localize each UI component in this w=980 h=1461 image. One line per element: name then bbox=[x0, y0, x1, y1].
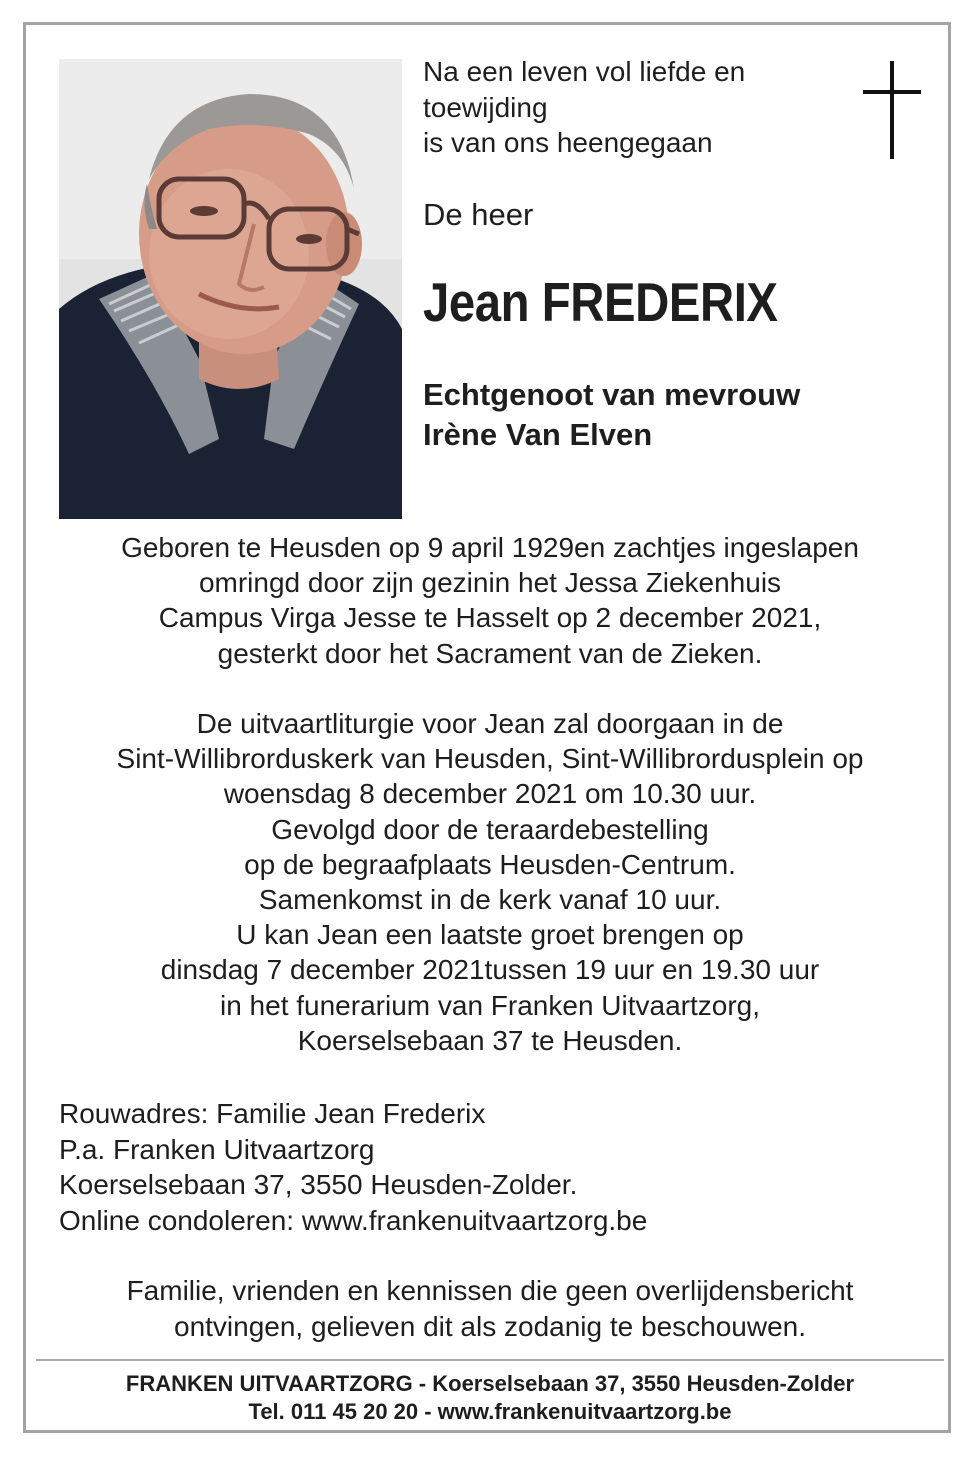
footer-line: Tel. 011 45 20 20 - www.frankenuitvaartzorg.be bbox=[248, 1399, 732, 1424]
deceased-name: Jean FREDERIX bbox=[423, 271, 778, 333]
funeral-line: in het funerarium van Franken Uitvaartzorg, bbox=[219, 989, 761, 1021]
funeral-line: U kan Jean een laatste groet brengen op bbox=[236, 919, 744, 951]
funeral-line: Samenkomst in de kerk vanaf 10 uur. bbox=[258, 884, 722, 916]
footer-divider bbox=[36, 1359, 944, 1361]
footer-line: FRANKEN UITVAARTZORG - Koerselsebaan 37, 3550 Heusden-Zolder bbox=[125, 1371, 855, 1396]
intro-text bbox=[423, 54, 843, 161]
address-line-website: Online condoleren: www.frankenuitvaartzorg.be bbox=[59, 1204, 648, 1236]
funeral-line: op de begraafplaats Heusden-Centrum. bbox=[244, 848, 736, 880]
portrait-photo bbox=[59, 59, 402, 519]
funeral-line: De uitvaartliturgie voor Jean zal doorgaan in de bbox=[196, 708, 784, 739]
birth-line: Geboren te Heusden op 9 april 1929en zachtjes ingeslapen bbox=[121, 532, 859, 563]
address-line: Koerselsebaan 37, 3550 Heusden-Zolder. bbox=[59, 1169, 578, 1200]
intro-line: is van ons heengegaan bbox=[423, 127, 713, 158]
honorific: De heer bbox=[423, 197, 534, 232]
notice-paragraph bbox=[40, 1273, 940, 1345]
funeral-line: Koerselsebaan 37 te Heusden. bbox=[297, 1024, 683, 1056]
funeral-line: Gevolgd door de teraardebestelling bbox=[271, 813, 709, 845]
footer bbox=[36, 1370, 944, 1426]
spouse-line: Irène Van Elven bbox=[423, 417, 653, 452]
birth-line: gesterkt door het Sacrament van de Zieken. bbox=[217, 637, 763, 669]
notice-line: Familie, vrienden en kennissen die geen overlijdensbericht bbox=[126, 1275, 854, 1306]
mourning-address bbox=[59, 1096, 647, 1238]
birth-line: Campus Virga Jesse te Hasselt op 2 december 2021, bbox=[158, 602, 822, 634]
birth-death-paragraph bbox=[40, 530, 940, 671]
funeral-line: woensdag 8 december 2021 om 10.30 uur. bbox=[223, 778, 757, 810]
intro-line: toewijding bbox=[423, 91, 548, 123]
birth-line: omringd door zijn gezinin het Jessa Ziekenhuis bbox=[198, 567, 782, 599]
funeral-paragraph bbox=[40, 706, 940, 1058]
intro-line: Na een leven vol liefde en bbox=[423, 56, 746, 87]
spouse-line: Echtgenoot van mevrouw bbox=[423, 377, 801, 412]
funeral-line: Sint-Willibrorduskerk van Heusden, Sint-Willibrordusplein op bbox=[116, 743, 864, 775]
notice-line: ontvingen, gelieven dit als zodanig te beschouwen. bbox=[174, 1311, 806, 1342]
address-line: Rouwadres: Familie Jean Frederix bbox=[59, 1098, 486, 1129]
cross-icon bbox=[863, 61, 921, 159]
address-line: P.a. Franken Uitvaartzorg bbox=[59, 1133, 375, 1165]
funeral-line: dinsdag 7 december 2021tussen 19 uur en 19.30 uur bbox=[160, 954, 820, 986]
spouse-text bbox=[423, 375, 800, 455]
